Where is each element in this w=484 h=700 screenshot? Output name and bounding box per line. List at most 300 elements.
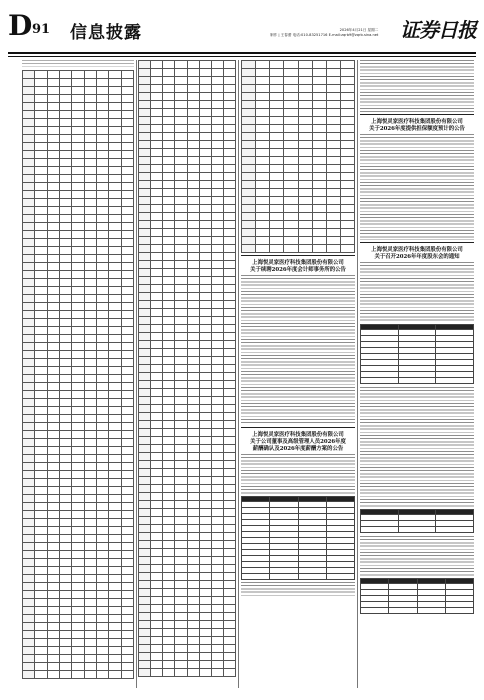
table-cell	[223, 637, 235, 645]
table-row	[242, 165, 355, 173]
table-cell	[96, 375, 108, 383]
table-cell	[23, 431, 35, 439]
table-cell	[223, 237, 235, 245]
table-cell	[84, 287, 96, 295]
table-cell	[139, 221, 151, 229]
table-cell	[175, 517, 187, 525]
table-cell	[96, 151, 108, 159]
table-cell	[175, 381, 187, 389]
table-cell	[223, 469, 235, 477]
table-cell	[163, 109, 175, 117]
table-row	[139, 509, 236, 517]
table-cell	[163, 525, 175, 533]
table-cell	[72, 455, 84, 463]
table-cell	[72, 335, 84, 343]
table-cell	[139, 533, 151, 541]
table-cell	[187, 549, 199, 557]
table-cell	[312, 85, 326, 93]
table-cell	[139, 133, 151, 141]
table-cell	[163, 381, 175, 389]
table-cell	[47, 479, 59, 487]
table-cell	[47, 455, 59, 463]
table-cell	[298, 237, 312, 245]
table-cell	[211, 565, 223, 573]
table-cell	[47, 591, 59, 599]
table-cell	[187, 485, 199, 493]
table-cell	[23, 151, 35, 159]
table-cell	[175, 173, 187, 181]
table-cell	[163, 101, 175, 109]
table-cell	[96, 551, 108, 559]
table-cell	[326, 117, 340, 125]
table-cell	[139, 61, 151, 69]
table-row	[23, 175, 134, 183]
table-cell	[35, 415, 47, 423]
table-cell	[151, 69, 163, 77]
table-cell	[47, 295, 59, 303]
table-row	[139, 461, 236, 469]
table-row	[139, 117, 236, 125]
table-cell	[211, 341, 223, 349]
table-cell	[211, 261, 223, 269]
table-cell	[242, 189, 256, 197]
table-cell	[211, 77, 223, 85]
table-row	[139, 445, 236, 453]
table-cell	[84, 423, 96, 431]
table-cell	[163, 597, 175, 605]
table-cell	[270, 221, 284, 229]
table-cell	[187, 565, 199, 573]
table-cell	[59, 607, 71, 615]
table-cell	[121, 95, 133, 103]
table-cell	[23, 543, 35, 551]
table-cell	[139, 421, 151, 429]
table-row	[23, 359, 134, 367]
page-number: 91	[32, 22, 51, 37]
table-cell	[72, 535, 84, 543]
table-cell	[139, 349, 151, 357]
table-cell	[35, 623, 47, 631]
table-row	[23, 503, 134, 511]
table-cell	[121, 503, 133, 511]
table-cell	[187, 229, 199, 237]
table-cell	[84, 319, 96, 327]
table-cell	[59, 151, 71, 159]
table-cell	[23, 447, 35, 455]
table-row	[139, 661, 236, 669]
table-cell	[187, 509, 199, 517]
table-cell	[151, 645, 163, 653]
table-row	[139, 349, 236, 357]
table-cell	[59, 407, 71, 415]
table-cell	[109, 495, 121, 503]
table-cell	[199, 189, 211, 197]
table-cell	[139, 373, 151, 381]
table-cell	[298, 77, 312, 85]
table-cell	[96, 623, 108, 631]
table-cell	[163, 149, 175, 157]
table-cell	[270, 133, 284, 141]
table-cell	[139, 445, 151, 453]
table-cell	[121, 175, 133, 183]
table-cell	[47, 583, 59, 591]
table-cell	[284, 221, 298, 229]
table-cell	[47, 175, 59, 183]
table-cell	[312, 77, 326, 85]
table-cell	[96, 247, 108, 255]
table-cell	[47, 231, 59, 239]
table-cell	[109, 223, 121, 231]
table-cell	[242, 157, 256, 165]
meeting-agenda-table	[360, 324, 474, 384]
table-row	[242, 149, 355, 157]
table-cell	[223, 381, 235, 389]
table-cell	[84, 631, 96, 639]
table-cell	[187, 405, 199, 413]
table-cell	[223, 485, 235, 493]
table-cell	[84, 223, 96, 231]
table-cell	[211, 501, 223, 509]
table-cell	[151, 629, 163, 637]
table-cell	[23, 167, 35, 175]
table-row	[139, 405, 236, 413]
table-cell	[23, 71, 35, 79]
table-row	[139, 397, 236, 405]
table-cell	[35, 559, 47, 567]
table-cell	[151, 597, 163, 605]
table-cell	[121, 551, 133, 559]
table-row	[139, 205, 236, 213]
table-cell	[284, 101, 298, 109]
table-cell	[59, 551, 71, 559]
table-cell	[35, 615, 47, 623]
table-cell	[211, 101, 223, 109]
table-cell	[242, 61, 256, 69]
table-cell	[72, 359, 84, 367]
table-cell	[84, 255, 96, 263]
table-cell	[72, 647, 84, 655]
table-cell	[139, 141, 151, 149]
table-cell	[121, 519, 133, 527]
table-cell	[223, 437, 235, 445]
table-cell	[109, 623, 121, 631]
table-cell	[223, 509, 235, 517]
table-cell	[84, 455, 96, 463]
table-cell	[163, 229, 175, 237]
table-cell	[96, 487, 108, 495]
table-cell	[84, 295, 96, 303]
table-row	[242, 77, 355, 85]
table-cell	[35, 367, 47, 375]
table-cell	[223, 101, 235, 109]
table-row	[139, 93, 236, 101]
table-cell	[270, 125, 284, 133]
table-cell	[84, 359, 96, 367]
table-cell	[35, 95, 47, 103]
table-cell	[47, 647, 59, 655]
table-cell	[151, 557, 163, 565]
table-cell	[72, 111, 84, 119]
table-cell	[151, 197, 163, 205]
table-cell	[199, 581, 211, 589]
table-cell	[211, 165, 223, 173]
table-cell	[47, 215, 59, 223]
table-cell	[298, 205, 312, 213]
table-cell	[47, 279, 59, 287]
table-cell	[139, 381, 151, 389]
table-cell	[72, 631, 84, 639]
table-cell	[23, 79, 35, 87]
table-cell	[199, 213, 211, 221]
table-cell	[47, 167, 59, 175]
table-cell	[96, 303, 108, 311]
table-row	[139, 469, 236, 477]
table-cell	[175, 573, 187, 581]
table-cell	[109, 655, 121, 663]
table-row	[139, 485, 236, 493]
table-cell	[151, 485, 163, 493]
table-cell	[72, 207, 84, 215]
table-cell	[72, 271, 84, 279]
table-cell	[211, 373, 223, 381]
table-cell	[151, 229, 163, 237]
table-cell	[35, 567, 47, 575]
table-cell	[223, 301, 235, 309]
table-cell	[139, 405, 151, 413]
table-cell	[211, 357, 223, 365]
table-cell	[270, 69, 284, 77]
table-cell	[59, 263, 71, 271]
table-cell	[163, 565, 175, 573]
table-cell	[59, 671, 71, 679]
table-cell	[72, 663, 84, 671]
table-cell	[312, 245, 326, 253]
table-cell	[175, 253, 187, 261]
table-cell	[211, 477, 223, 485]
table-cell	[340, 165, 354, 173]
table-cell	[96, 255, 108, 263]
table-cell	[47, 423, 59, 431]
table-cell	[256, 189, 270, 197]
table-cell	[35, 639, 47, 647]
table-cell	[175, 533, 187, 541]
table-cell	[211, 525, 223, 533]
table-cell	[163, 333, 175, 341]
table-cell	[121, 351, 133, 359]
table-row	[139, 413, 236, 421]
table-cell	[298, 213, 312, 221]
table-row	[23, 87, 134, 95]
table-cell	[199, 141, 211, 149]
table-cell	[35, 647, 47, 655]
table-cell	[72, 575, 84, 583]
table-cell	[84, 407, 96, 415]
table-cell	[284, 197, 298, 205]
table-cell	[72, 319, 84, 327]
table-cell	[35, 479, 47, 487]
table-cell	[72, 503, 84, 511]
table-cell	[199, 125, 211, 133]
table-cell	[23, 287, 35, 295]
table-cell	[139, 117, 151, 125]
table-cell	[139, 277, 151, 285]
announcement-rule	[241, 427, 355, 428]
table-row	[23, 119, 134, 127]
table-cell	[326, 141, 340, 149]
table-cell	[96, 463, 108, 471]
table-cell	[23, 375, 35, 383]
table-cell	[361, 378, 399, 384]
table-cell	[211, 661, 223, 669]
table-cell	[35, 519, 47, 527]
table-cell	[47, 615, 59, 623]
table-row	[23, 367, 134, 375]
table-cell	[211, 653, 223, 661]
table-cell	[139, 197, 151, 205]
table-cell	[139, 637, 151, 645]
table-cell	[47, 407, 59, 415]
table-row	[139, 293, 236, 301]
table-row	[139, 165, 236, 173]
table-row	[242, 109, 355, 117]
table-row	[23, 455, 134, 463]
table-cell	[35, 311, 47, 319]
table-cell	[47, 319, 59, 327]
table-cell	[223, 109, 235, 117]
table-row	[139, 109, 236, 117]
table-cell	[139, 429, 151, 437]
table-cell	[84, 183, 96, 191]
table-cell	[163, 413, 175, 421]
table-row	[23, 671, 134, 679]
table-cell	[109, 263, 121, 271]
table-cell	[35, 191, 47, 199]
table-row	[23, 167, 134, 175]
table-cell	[151, 277, 163, 285]
table-cell	[23, 607, 35, 615]
table-cell	[211, 229, 223, 237]
table-cell	[187, 237, 199, 245]
table-cell	[84, 535, 96, 543]
table-cell	[139, 365, 151, 373]
table-cell	[151, 341, 163, 349]
table-cell	[175, 477, 187, 485]
table-cell	[35, 231, 47, 239]
table-cell	[47, 535, 59, 543]
table-cell	[35, 159, 47, 167]
table-cell	[72, 383, 84, 391]
table-cell	[23, 175, 35, 183]
table-cell	[211, 237, 223, 245]
table-cell	[211, 621, 223, 629]
table-cell	[211, 333, 223, 341]
table-cell	[163, 133, 175, 141]
table-cell	[72, 607, 84, 615]
table-cell	[223, 549, 235, 557]
table-row	[139, 237, 236, 245]
table-cell	[175, 117, 187, 125]
table-cell	[312, 157, 326, 165]
table-cell	[298, 93, 312, 101]
table-cell	[23, 399, 35, 407]
table-cell	[47, 239, 59, 247]
table-cell	[151, 165, 163, 173]
table-cell	[121, 535, 133, 543]
table-cell	[284, 125, 298, 133]
table-cell	[312, 221, 326, 229]
table-cell	[223, 573, 235, 581]
table-cell	[23, 335, 35, 343]
table-cell	[187, 173, 199, 181]
table-cell	[223, 333, 235, 341]
table-cell	[326, 574, 354, 580]
table-cell	[175, 141, 187, 149]
table-cell	[109, 271, 121, 279]
table-cell	[96, 183, 108, 191]
table-row	[242, 69, 355, 77]
table-cell	[47, 391, 59, 399]
table-cell	[109, 415, 121, 423]
table-cell	[109, 287, 121, 295]
table-cell	[223, 61, 235, 69]
table-cell	[47, 527, 59, 535]
table-cell	[23, 207, 35, 215]
table-cell	[23, 191, 35, 199]
table-cell	[121, 575, 133, 583]
table-cell	[175, 453, 187, 461]
table-cell	[121, 79, 133, 87]
table-cell	[121, 527, 133, 535]
table-cell	[84, 175, 96, 183]
table-cell	[35, 599, 47, 607]
table-cell	[284, 157, 298, 165]
table-cell	[284, 213, 298, 221]
table-row	[139, 541, 236, 549]
table-cell	[96, 335, 108, 343]
table-cell	[23, 655, 35, 663]
table-cell	[35, 199, 47, 207]
table-cell	[187, 221, 199, 229]
table-cell	[109, 215, 121, 223]
table-cell	[340, 133, 354, 141]
table-cell	[163, 581, 175, 589]
table-cell	[23, 343, 35, 351]
table-cell	[211, 173, 223, 181]
table-cell	[121, 399, 133, 407]
table-cell	[109, 135, 121, 143]
table-cell	[199, 357, 211, 365]
table-cell	[326, 245, 340, 253]
table-cell	[175, 565, 187, 573]
table-cell	[109, 175, 121, 183]
masthead-rule	[8, 52, 476, 54]
table-cell	[242, 117, 256, 125]
table-cell	[312, 149, 326, 157]
table-cell	[417, 608, 445, 614]
table-cell	[163, 621, 175, 629]
table-cell	[175, 237, 187, 245]
table-cell	[270, 229, 284, 237]
table-cell	[35, 663, 47, 671]
table-cell	[163, 533, 175, 541]
table-cell	[151, 245, 163, 253]
table-cell	[223, 149, 235, 157]
table-cell	[326, 101, 340, 109]
table-cell	[223, 653, 235, 661]
table-cell	[139, 325, 151, 333]
table-row	[139, 285, 236, 293]
table-cell	[96, 79, 108, 87]
